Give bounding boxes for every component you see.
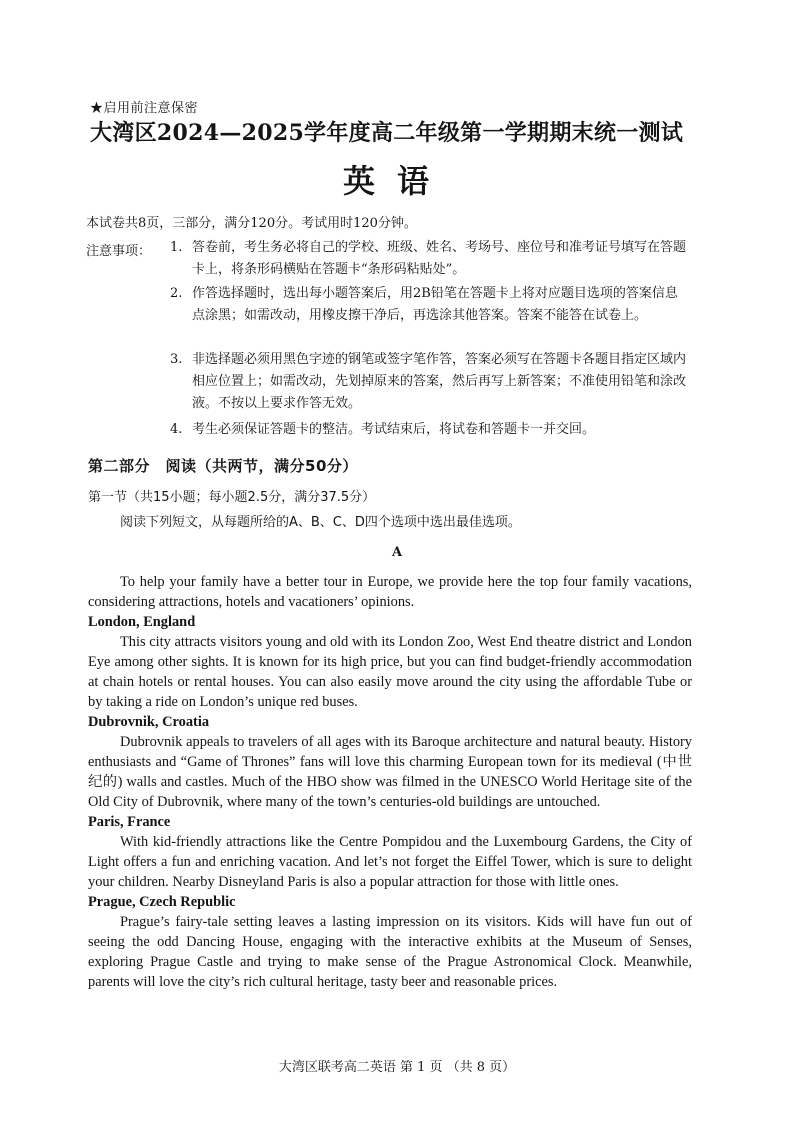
section-body-london: This city attracts visitors young and old with its London Zoo, West End theatre district and London Eye among other sights. It is known for its high price, but you can find budget-friendly accommodation at chain hotels or rental houses. You can also easily move around the city using the affordable Tube or by taking a ride on London’s unique red buses. xyxy=(88,634,692,710)
section-body-prague: Prague’s fairy-tale setting leaves a lasting impression on its visitors. Kids will have fun out of seeing the odd Dancing House, engaging with the interactive exhibits at the Museum of Senses, exploring Prague Castle and trying to make sense of the Prague Astronomical Clock. Meanwhile, parents will love the city’s rich cultural heritage, tasty beer and reasonable prices. xyxy=(88,914,692,990)
note-item-2 xyxy=(170,283,690,327)
passage-label: A xyxy=(391,545,403,560)
confidential-notice: ★启用前注意保密 xyxy=(90,101,199,116)
page-footer: 大湾区联考高二英语 第 1 页 （共 8 页） xyxy=(278,1060,516,1075)
section-part-title: 第二部分 阅读（共两节，满分50分） xyxy=(88,457,358,475)
note-text: 作答选择题时，选出每小题答案后，用2B铅笔在答题卡上将对应题目选项的答案信息点涂黑；如需改动，用橡皮擦干净后，再选涂其他答案。答案不能答在试卷上。 xyxy=(192,286,678,323)
section-body-dubrovnik: Dubrovnik appeals to travelers of all ages with its Baroque architecture and natural beauty. History enthusiasts and “Game of Thrones” fans will love this charming European town for its medieval (中世纪的) walls and castles. Much of the HBO show was filmed in the UNESCO World Heritage site of the Old City of Dubrovnik, where many of the town’s centuries-old buildings are untouched. xyxy=(88,734,692,810)
section-heading-prague: Prague, Czech Republic xyxy=(88,894,236,910)
paper-info: 本试卷共8页，三部分，满分120分。考试用时120分钟。 xyxy=(86,216,417,231)
note-item-3 xyxy=(170,349,690,415)
notes-label: 注意事项： xyxy=(86,244,152,259)
section-heading-paris: Paris, France xyxy=(88,814,171,830)
section-heading-london: London, England xyxy=(88,614,196,630)
section-instruction: 阅读下列短文，从每题所给的A、B、C、D四个选项中选出最佳选项。 xyxy=(120,515,521,530)
note-number: 2. xyxy=(170,286,183,301)
section-subtitle: 第一节（共15小题；每小题2.5分，满分37.5分） xyxy=(88,490,376,505)
note-text: 非选择题必须用黑色字迹的钢笔或签字笔作答，答案必须写在答题卡各题目指定区域内相应位置上；如需改动，先划掉原来的答案，然后再写上新答案；不准使用铅笔和涂改液。不按以上要求作答无效。 xyxy=(192,352,687,411)
section-heading-dubrovnik: Dubrovnik, Croatia xyxy=(88,714,210,730)
note-number: 1. xyxy=(170,240,183,255)
note-text: 考生必须保证答题卡的整洁。考试结束后，将试卷和答题卡一并交回。 xyxy=(192,422,596,437)
passage-intro: To help your family have a better tour in Europe, we provide here the top four family vacations, considering attractions, hotels and vacationers’ opinions. xyxy=(88,574,692,610)
subject-title: 英语 xyxy=(342,162,451,200)
reading-passage xyxy=(88,572,692,992)
note-number: 3. xyxy=(170,352,183,367)
note-text: 答卷前，考生务必将自己的学校、班级、姓名、考场号、座位号和准考证号填写在答题卡上，将条形码横贴在答题卡“条形码粘贴处”。 xyxy=(192,240,687,277)
note-item-1 xyxy=(170,237,690,281)
note-item-4 xyxy=(170,419,690,441)
section-body-paris: With kid-friendly attractions like the Centre Pompidou and the Luxembourg Gardens, the City of Light offers a fun and enriching vacation. And let’s not forget the Eiffel Tower, which is sure to delight your children. Nearby Disneyland Paris is also a popular attraction for those with little ones. xyxy=(88,834,692,890)
note-number: 4. xyxy=(170,422,183,437)
exam-title: 大湾区2024—2025学年度高二年级第一学期期末统一测试 xyxy=(90,120,684,146)
